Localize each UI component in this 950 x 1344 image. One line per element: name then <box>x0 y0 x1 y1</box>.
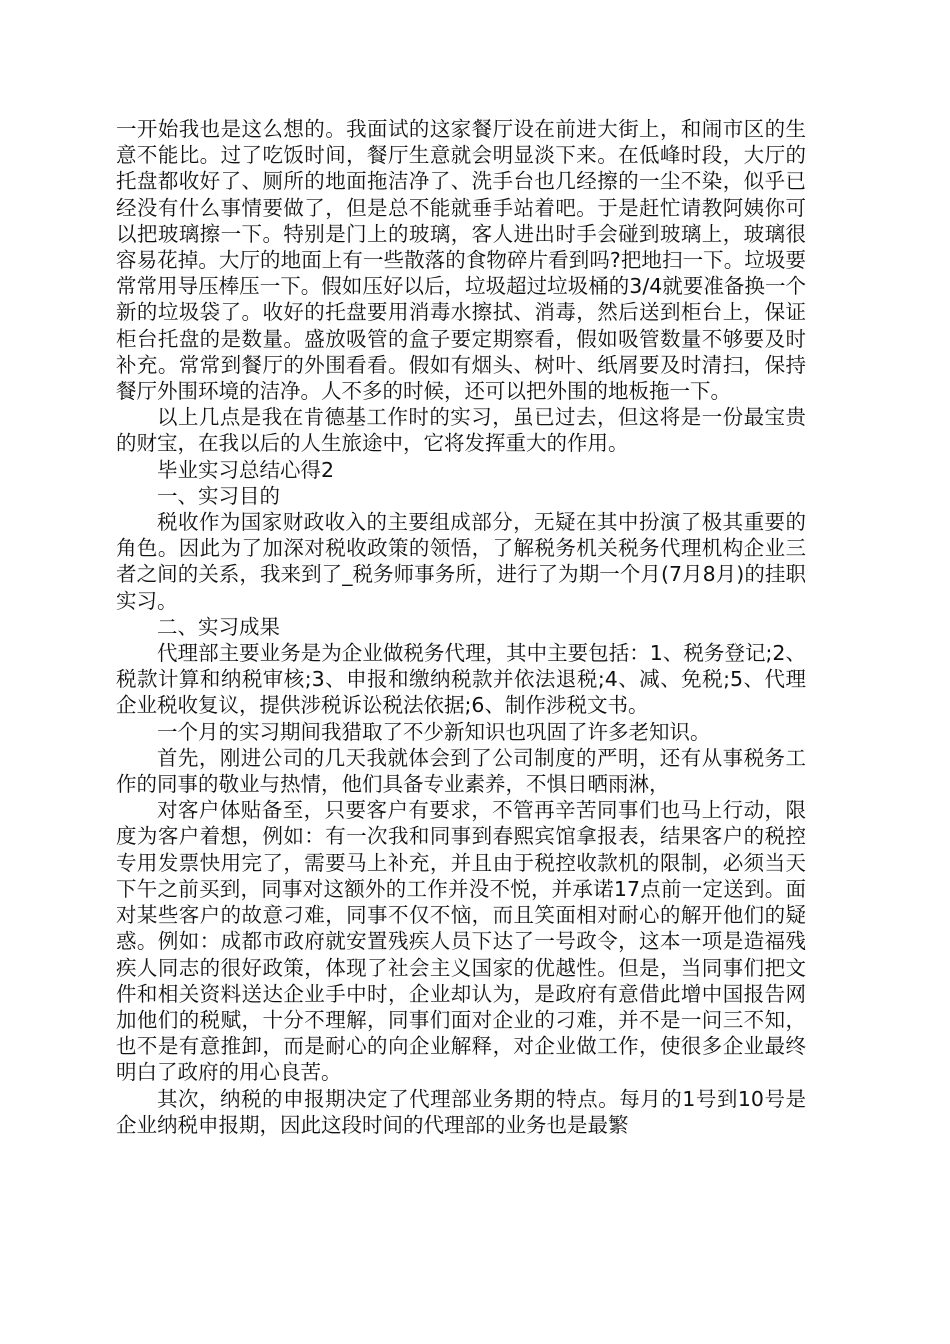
paragraph-first: 首先，刚进公司的几天我就体会到了公司制度的严明，还有从事税务工作的同事的敬业与热情，他们具备专业素养，不惧日晒雨淋， <box>116 745 806 797</box>
paragraph-knowledge: 一个月的实习期间我猎取了不少新知识也巩固了许多老知识。 <box>157 719 711 744</box>
paragraph-second: 其次，纳税的申报期决定了代理部业务期的特点。每月的1号到10号是企业纳税申报期，因此这段时间的代理部的业务也是最繁 <box>116 1086 806 1137</box>
paragraph-purpose: 税收作为国家财政收入的主要组成部分，无疑在其中扮演了极其重要的角色。因此为了加深对税收政策的领悟，了解税务机关税务代理机构企业三者之间的关系，我来到了_税务师事务所，进行了为期一个月(7月8月)的挂职实习。 <box>116 510 806 613</box>
heading-purpose: 一、实习目的 <box>157 483 280 508</box>
document-page <box>116 116 806 1138</box>
paragraph-conclusion: 以上几点是我在肯德基工作时的实习，虽已过去，但这将是一份最宝贵的财宝，在我以后的人生旅途中，它将发挥重大的作用。 <box>116 405 806 456</box>
heading-results: 二、实习成果 <box>157 614 280 639</box>
paragraph-continued-intro: 一开始我也是这么想的。我面试的这家餐厅设在前进大街上，和闹市区的生意不能比。过了吃饭时间，餐厅生意就会明显淡下来。在低峰时段，大厅的托盘都收好了、厕所的地面拖洁净了、洗手台也几经擦的一尘不染，似乎已经没有什么事情要做了，但是总不能就垂手站着吧。于是赶忙请教阿姨你可以把玻璃擦一下。特别是门上的玻璃，客人进出时手会碰到玻璃上，玻璃很容易花掉。大厅的地面上有一些散落的食物碎片看到吗?把地扫一下。垃圾要常常用导压棒压一下。假如压好以后，垃圾超过垃圾桶的3/4就要准备换一个新的垃圾袋了。收好的托盘要用消毒水擦拭、消毒，然后送到柜台上，保证柜台托盘的是数量。盛放吸管的盒子要定期察看，假如吸管数量不够要及时补充。常常到餐厅的外围看看。假如有烟头、树叶、纸屑要及时清扫，保持餐厅外围环境的洁净。人不多的时候，还可以把外围的地板拖一下。 <box>116 117 806 404</box>
paragraph-customers: 对客户体贴备至，只要客户有要求，不管再辛苦同事们也马上行动，限度为客户着想，例如：有一次我和同事到春熙宾馆拿报表，结果客户的税控专用发票快用完了，需要马上补充，并且由于税控收款机的限制，必须当天下午之前买到，同事对这额外的工作并没不悦，并承诺17点前一定送到。面对某些客户的故意刁难，同事不仅不恼，而且笑面相对耐心的解开他们的疑惑。例如：成都市政府就安置残疾人员下达了一号政令，这本一项是造福残疾人同志的很好政策，体现了社会主义国家的优越性。但是，当同事们把文件和相关资料送达企业手中时，企业却认为，是政府有意借此增中国报告网加他们的税赋，十分不理解，同事们面对企业的刁难，并不是一问三不知，也不是有意推卸，而是耐心的向企业解释，对企业做工作，使很多企业最终明白了政府的用心良苦。 <box>116 798 806 1085</box>
section-title: 毕业实习总结心得2 <box>157 457 335 482</box>
paragraph-business: 代理部主要业务是为企业做税务代理，其中主要包括：1、税务登记;2、税款计算和纳税审核;3、申报和缴纳税款并依法退税;4、减、免税;5、代理企业税收复议，提供涉税诉讼税法依据;6、制作涉税文书。 <box>116 641 806 718</box>
